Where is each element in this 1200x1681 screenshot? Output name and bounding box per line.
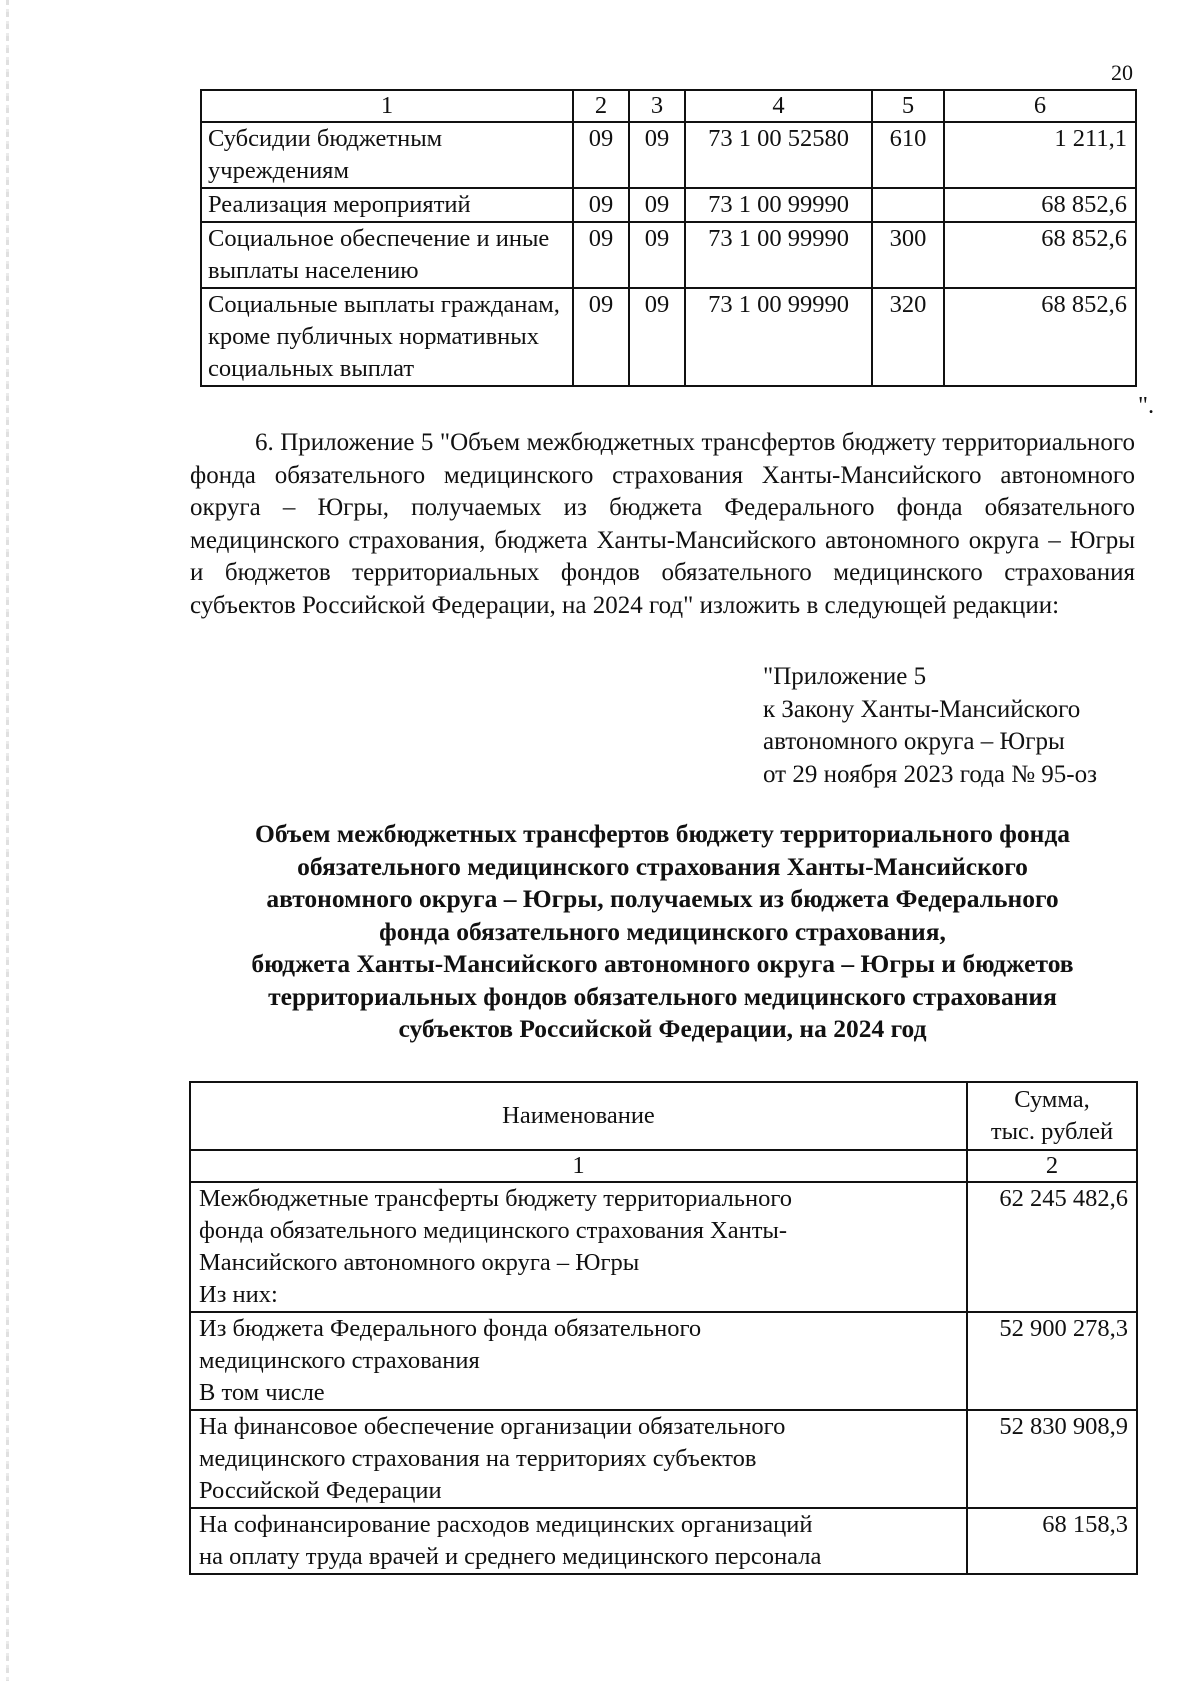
amount-cell: 1 211,1	[944, 122, 1136, 188]
expense-type-code: 610	[872, 122, 944, 188]
section-code: 09	[573, 288, 629, 386]
table-row	[201, 288, 1136, 386]
subsection-code: 09	[629, 222, 685, 288]
row-name: Социальные выплаты гражданам, кроме публичных нормативных социальных выплат	[201, 288, 573, 386]
amount-header-line: Сумма,	[1014, 1086, 1090, 1113]
amount-cell: 62 245 482,6	[967, 1182, 1137, 1312]
row-name	[190, 1182, 967, 1312]
title-line: Объем межбюджетных трансфертов бюджету территориального фонда	[254, 819, 1071, 848]
table-row	[201, 222, 1136, 288]
title-line: фонда обязательного медицинского страхования,	[379, 916, 946, 946]
expense-type-code: 300	[872, 222, 944, 288]
attachment-reference	[763, 661, 1097, 791]
target-article-code: 73 1 00 99990	[685, 188, 872, 222]
row-name-line: На финансовое обеспечение организации обязательного	[199, 1413, 786, 1440]
row-name: Субсидии бюджетным учреждениям	[201, 122, 573, 188]
section-code: 09	[573, 188, 629, 222]
scan-edge-artifact	[6, 0, 9, 1681]
subsection-code: 09	[629, 122, 685, 188]
row-name-line: медицинского страхования на территориях субъектов	[199, 1445, 757, 1472]
target-article-code: 73 1 00 99990	[685, 288, 872, 386]
page-number: 20	[1111, 60, 1133, 85]
column-header: 5	[872, 90, 944, 122]
row-name: Реализация мероприятий	[201, 188, 573, 222]
row-name-line: Из бюджета Федерального фонда обязательного	[199, 1315, 702, 1342]
target-article-code: 73 1 00 99990	[685, 222, 872, 288]
table-header-row	[201, 90, 1136, 122]
title-line: автономного округа – Югры, получаемых из бюджета Федерального	[266, 884, 1059, 913]
row-name	[190, 1410, 967, 1508]
attachment-line: от 29 ноября 2023 года № 95-оз	[763, 760, 1097, 788]
attachment-line: "Приложение 5	[763, 663, 927, 690]
row-name-line: В том числе	[199, 1379, 325, 1406]
row-name-line: На софинансирование расходов медицинских организаций	[199, 1511, 813, 1538]
table-row	[190, 1508, 1137, 1574]
table-row	[201, 188, 1136, 222]
section-code: 09	[573, 222, 629, 288]
column-header: 3	[629, 90, 685, 122]
amount-cell: 68 158,3	[967, 1508, 1137, 1574]
column-index: 1	[190, 1150, 967, 1182]
target-article-code: 73 1 00 52580	[685, 122, 872, 188]
row-name	[190, 1312, 967, 1410]
amount-cell: 68 852,6	[944, 222, 1136, 288]
row-name-line: Межбюджетные трансферты бюджету территориального	[199, 1185, 793, 1212]
amount-cell: 68 852,6	[944, 188, 1136, 222]
title-line: территориальных фондов обязательного медицинского страхования	[268, 981, 1057, 1011]
column-header: 6	[944, 90, 1136, 122]
table-row	[190, 1312, 1137, 1410]
row-name-line: Из них:	[199, 1281, 278, 1308]
document-title	[190, 818, 1135, 1046]
attachment-line: автономного округа – Югры	[763, 728, 1065, 755]
budget-table	[200, 89, 1137, 387]
title-line: обязательного медицинского страхования Ханты-Мансийского	[297, 851, 1028, 881]
amount-cell: 68 852,6	[944, 288, 1136, 386]
column-index-row	[190, 1150, 1137, 1182]
name-column-header: Наименование	[190, 1082, 967, 1150]
expense-type-code	[872, 188, 944, 222]
amount-column-header	[967, 1082, 1137, 1150]
column-header: 1	[201, 90, 573, 122]
amount-cell: 52 830 908,9	[967, 1410, 1137, 1508]
table-row	[201, 122, 1136, 188]
closing-quote-mark: ".	[1138, 392, 1155, 419]
table-header-row	[190, 1082, 1137, 1150]
row-name-line: Российской Федерации	[199, 1477, 442, 1504]
title-line: бюджета Ханты-Мансийского автономного округа – Югры и бюджетов	[251, 949, 1074, 978]
title-line: субъектов Российской Федерации, на 2024 год	[398, 1014, 927, 1043]
subsection-code: 09	[629, 288, 685, 386]
transfers-table	[189, 1081, 1138, 1575]
amount-header-line: тыс. рублей	[990, 1118, 1114, 1145]
column-header: 4	[685, 90, 872, 122]
table-row	[190, 1410, 1137, 1508]
section-code: 09	[573, 122, 629, 188]
paragraph-6: 6. Приложение 5 "Объем межбюджетных трансфертов бюджету территориального фонда обязательного медицинского страхования Ханты-Мансийского автономного округа – Югры, получаемых из бюджета Федерального фонда обязательного медицинского страхования, бюджета Ханты-Мансийского автономного округа – Югры и бюджетов территориальных фондов обязательного медицинского страхования субъектов Российской Федерации, на 2024 год" изложить в следующей редакции:	[190, 429, 1135, 619]
column-index: 2	[967, 1150, 1137, 1182]
attachment-line: к Закону Ханты-Мансийского	[763, 695, 1081, 723]
row-name-line: Мансийского автономного округа – Югры	[199, 1249, 640, 1276]
expense-type-code: 320	[872, 288, 944, 386]
row-name-line: медицинского страхования	[199, 1347, 480, 1374]
row-name: Социальное обеспечение и иные выплаты населению	[201, 222, 573, 288]
subsection-code: 09	[629, 188, 685, 222]
row-name	[190, 1508, 967, 1574]
table-row	[190, 1182, 1137, 1312]
amount-cell: 52 900 278,3	[967, 1312, 1137, 1410]
row-name-line: на оплату труда врачей и среднего медицинского персонала	[199, 1543, 822, 1570]
column-header: 2	[573, 90, 629, 122]
row-name-line: фонда обязательного медицинского страхования Ханты-	[199, 1217, 788, 1244]
